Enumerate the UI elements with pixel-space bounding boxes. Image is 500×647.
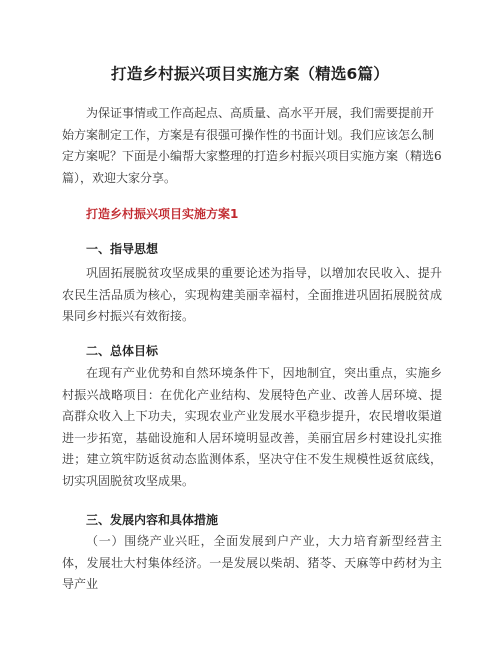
section-title: 打造乡村振兴项目实施方案1 [86,207,239,221]
heading-guiding-ideology: 一、指导思想 [86,242,159,256]
paragraph-guiding-ideology: 巩固拓展脱贫攻坚成果的重要论述为指导，以增加农民收入、提升农民生活品质为核心，实现构建美丽幸福村，全面推进巩固拓展脱贫成果同乡村振兴有效衔接。 [62,266,442,323]
paragraph-overall-goals: 在现有产业优势和自然环境条件下，因地制宜，突出重点，实施乡村振兴战略项目：在优化产业结构、发展特色产业、改善人居环境、提高群众收入上下功夫，实现农业产业发展水平稳步提升，农民增收渠道进一步拓宽，基础设施和人居环境明显改善，美丽宜居乡村建设扎实推进；建立筑牢防返贫动态监测体系，坚决守住不发生规模性返贫底线，切实巩固脱贫攻坚成果。 [62,366,442,488]
heading-development-measures: 三、发展内容和具体措施 [86,513,219,527]
heading-overall-goals: 二、总体目标 [86,344,159,358]
intro-paragraph: 为保证事情或工作高起点、高质量、高水平开展，我们需要提前开始方案制定工作，方案是有很强可操作性的书面计划。我们应该怎么制定方案呢？下面是小编帮大家整理的打造乡村振兴项目实施方案（精选6篇），欢迎大家分享。 [62,106,442,185]
paragraph-development-measures: （一）围绕产业兴旺，全面发展到户产业，大力培育新型经营主体，发展壮大村集体经济。一是发展以柴胡、猪苓、天麻等中药材为主导产业 [62,534,442,591]
document-title: 打造乡村振兴项目实施方案（精选6篇） [111,65,389,83]
